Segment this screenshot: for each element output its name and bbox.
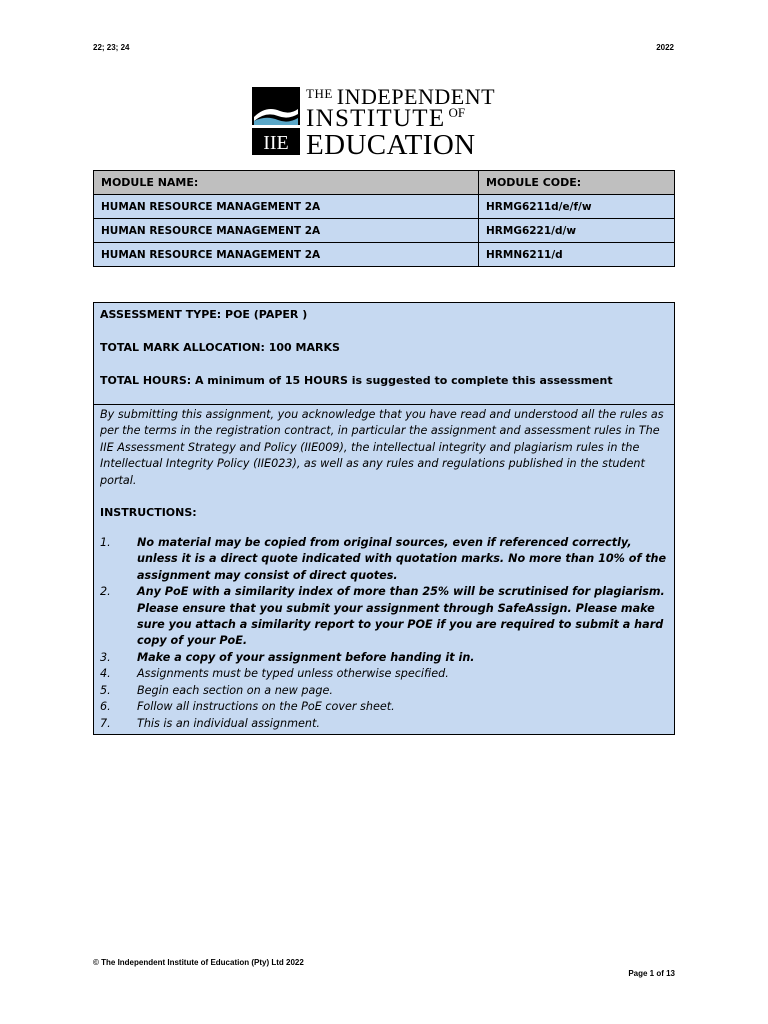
iie-logo [252, 84, 518, 161]
header-codes: 22; 23; 24 [93, 43, 130, 52]
assessment-details [94, 405, 674, 734]
instructions-heading: INSTRUCTIONS: [100, 506, 197, 520]
list-item: 6. Follow all instructions on the PoE cover sheet. [100, 700, 395, 714]
list-item: 7. This is an individual assignment. [100, 716, 320, 730]
list-item: 4. Assignments must be typed unless otherwise specified. [100, 667, 449, 681]
assessment-box [93, 302, 675, 735]
list-item: 5. Begin each section on a new page. [100, 683, 333, 697]
module-code-cell: HRMG6211d/e/f/w [479, 195, 675, 219]
total-marks: TOTAL MARK ALLOCATION: 100 MARKS [100, 341, 340, 354]
module-name-cell: HUMAN RESOURCE MANAGEMENT 2A [94, 243, 479, 267]
svg-text:IIE: IIE [263, 132, 289, 154]
module-name-cell: HUMAN RESOURCE MANAGEMENT 2A [94, 195, 479, 219]
module-code-header: MODULE CODE: [479, 171, 675, 195]
module-code-cell: HRMN6211/d [479, 243, 675, 267]
logo-the: THE [306, 86, 333, 101]
module-name-cell: HUMAN RESOURCE MANAGEMENT 2A [94, 219, 479, 243]
assessment-summary [94, 303, 674, 405]
header-year: 2022 [656, 43, 674, 52]
table-row [94, 243, 675, 267]
assessment-type: ASSESSMENT TYPE: POE (PAPER ) [100, 308, 308, 321]
module-table-header [94, 171, 675, 195]
total-hours: TOTAL HOURS: A minimum of 15 HOURS is suggested to complete this assessment [100, 374, 613, 387]
table-row [94, 219, 675, 243]
declaration-text: By submitting this assignment, you acknowledge that you have read and understood all the rules as per the terms in the registration contract, in particular the assignment and assessment rules in The IIE Assessment Strategy and Policy (IIE009), the intellectual integrity and plagiarism rules in the Intellectual Integrity Policy (IIE023), as well as any rules and regulations published in the student portal. [100, 408, 664, 487]
module-table [93, 170, 675, 267]
iie-logo-mark-icon [252, 87, 300, 155]
module-name-header: MODULE NAME: [94, 171, 479, 195]
logo-institute: INSTITUTE [306, 105, 446, 132]
instructions-list [100, 535, 668, 732]
page-number: Page 1 of 13 [628, 969, 675, 978]
table-row [94, 195, 675, 219]
module-code-cell: HRMG6221/d/w [479, 219, 675, 243]
logo-independent: INDEPENDENT [336, 84, 496, 109]
footer-copyright: © The Independent Institute of Education (Pty) Ltd 2022 [93, 958, 304, 967]
logo-education: EDUCATION [306, 129, 476, 161]
logo-of: OF [448, 105, 466, 120]
list-item: 3. Make a copy of your assignment before handing it in. [100, 650, 475, 664]
list-item: 1. No material may be copied from original sources, even if referenced correctly, unless it is a direct quote indicated with quotation marks. No more than 10% of the assignment may consist of direct quotes. [100, 536, 667, 582]
list-item: 2. Any PoE with a similarity index of more than 25% will be scrutinised for plagiarism. Please ensure that you submit your assignment through SafeAssign. Please make sure you attach a similarity report to your POE if you are required to submit a hard copy of your PoE. [100, 585, 665, 648]
